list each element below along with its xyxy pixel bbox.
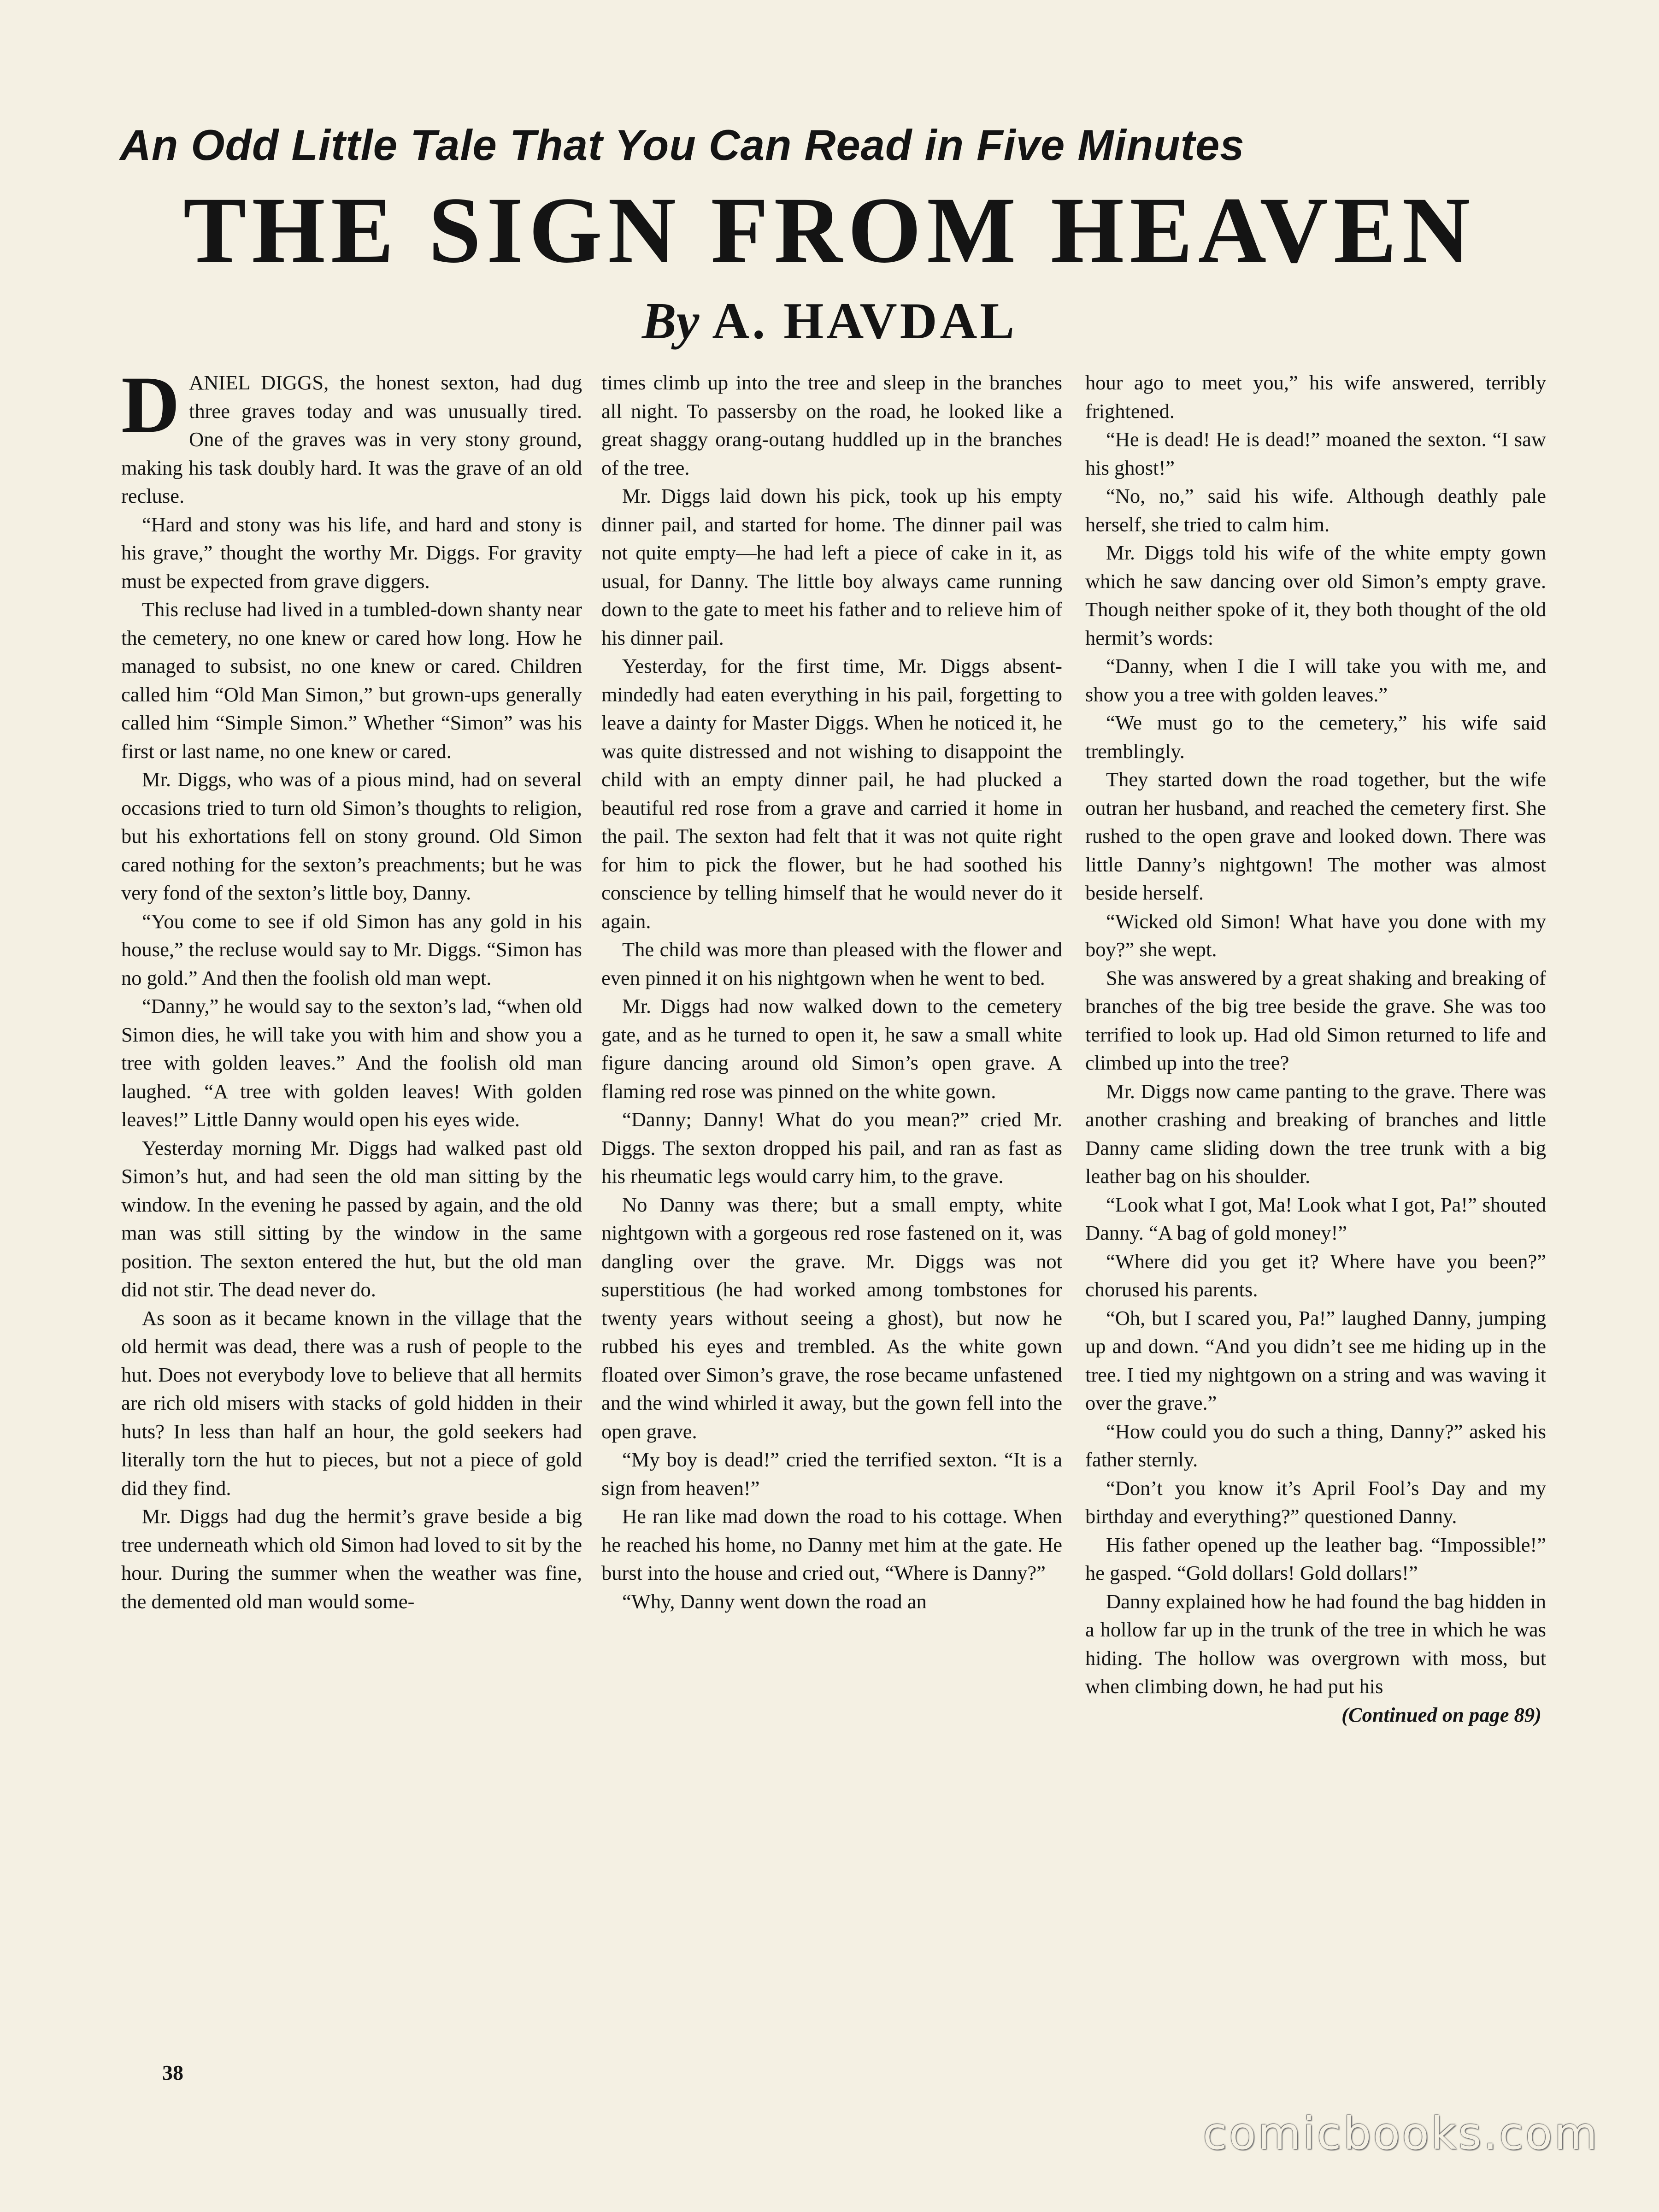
paragraph: “Why, Danny went down the road an (622, 1589, 927, 1613)
continued-note: (Continued on page 89) (1341, 1703, 1541, 1726)
paragraph-text: ANIEL DIGGS, the honest sexton, had dug three graves today and was unusually tired. One of the graves was in very stony ground, making his task doubly hard. It was the grave of an old recluse. (121, 371, 582, 507)
paragraph (121, 369, 582, 511)
text-column-1 (121, 369, 582, 2051)
paragraph: As soon as it became known in the village that the old hermit was dead, there was a rush of people to the hut. Does not everybody love to believe that all hermits are rich old misers with stacks of gold hidden in their huts? In less than half an hour, the gold seekers had literally torn the hut to pieces, but not a piece of gold did they find. (121, 1306, 582, 1500)
paragraph: “You come to see if old Simon has any gold in his house,” the recluse would say to Mr. Diggs. “Simon has no gold.” And then the foolish old man wept. (121, 909, 582, 989)
paragraph: “He is dead! He is dead!” moaned the sexton. “I saw his ghost!” (1085, 428, 1546, 479)
paragraph: “Look what I got, Ma! Look what I got, Pa!” shouted Danny. “A bag of gold money!” (1085, 1193, 1546, 1244)
text-column-2 (601, 369, 1062, 2051)
paragraph: “Danny,” he would say to the sexton’s lad, “when old Simon dies, he will take you with him and show you a tree with golden leaves.” And the foolish old man laughed. “A tree with golden leaves! With golden leaves!” Little Danny would open his eyes wide. (121, 994, 582, 1131)
paragraph: Danny explained how he had found the bag hidden in a hollow far up in the trunk of the tree in which he was hiding. The hollow was overgrown with moss, but when climbing down, he had put his (1085, 1589, 1546, 1698)
paragraph: She was answered by a great shaking and breaking of branches of the big tree beside the grave. She was too terrified to look up. Had old Simon returned to life and climbed up into the tree? (1085, 966, 1546, 1074)
paragraph: This recluse had lived in a tumbled-down shanty near the cemetery, no one knew or cared how long. How he managed to subsist, no one knew or cared. Children called him “Old Man Simon,” but grown-ups generally called him “Simple Simon.” Whether “Simon” was his first or last name, no one knew or cared. (121, 598, 582, 763)
site-watermark: comicbooks.com (1202, 2108, 1599, 2159)
paragraph: Mr. Diggs laid down his pick, took up his empty dinner pail, and started for home. The dinner pail was not quite empty—he had left a piece of cake in it, as usual, for Danny. The little boy always came running down to the gate to meet his father and to relieve him of his dinner pail. (601, 484, 1062, 649)
page-number: 38 (162, 2061, 183, 2084)
paragraph: Mr. Diggs, who was of a pious mind, had on several occasions tried to turn old Simon’s thoughts to religion, but his exhortations fell on stony ground. Old Simon cared nothing for the sexton’s preachments; but he was very fond of the sexton’s little boy, Danny. (121, 768, 582, 904)
paragraph: “Where did you get it? Where have you been?” chorused his parents. (1085, 1249, 1546, 1301)
paragraph: “Don’t you know it’s April Fool’s Day and my birthday and everything?” questioned Danny. (1085, 1476, 1546, 1528)
paragraph: “Danny, when I die I will take you with me, and show you a tree with golden leaves.” (1085, 654, 1546, 706)
paragraph: The child was more than pleased with the flower and even pinned it on his nightgown when he went to bed. (601, 938, 1062, 989)
paragraph: Mr. Diggs told his wife of the white empty gown which he saw dancing over old Simon’s empty grave. Though neither spoke of it, they both thought of the old hermit’s words: (1085, 541, 1546, 649)
paragraph: “No, no,” said his wife. Although deathly pale herself, she tried to calm him. (1085, 484, 1546, 536)
paragraph: “Hard and stony was his life, and hard and stony is his grave,” thought the worthy Mr. Diggs. For gravity must be expected from grave diggers. (121, 512, 582, 593)
paragraph: They started down the road together, but the wife outran her husband, and reached the cemetery first. She rushed to the open grave and looked down. There was little Danny’s nightgown! The mother was almost beside herself. (1085, 768, 1546, 904)
paragraph: times climb up into the tree and sleep in the branches all night. To passersby on the road, he looked like a great shaggy orang-outang huddled up in the branches of the tree. (601, 371, 1062, 479)
paragraph: Mr. Diggs had dug the hermit’s grave beside a big tree underneath which old Simon had loved to sit by the hour. During the summer when the weather was fine, the demented old man would some- (121, 1505, 582, 1613)
paragraph: “How could you do such a thing, Danny?” asked his father sternly. (1085, 1419, 1546, 1471)
paragraph: “Oh, but I scared you, Pa!” laughed Danny, jumping up and down. “And you didn’t see me hiding up in the tree. I tied my nightgown on a string and was waving it over the grave.” (1085, 1306, 1546, 1414)
paragraph: “Danny; Danny! What do you mean?” cried Mr. Diggs. The sexton dropped his pail, and ran as fast as his rheumatic legs would carry him, to the grave. (601, 1108, 1062, 1188)
paragraph: “Wicked old Simon! What have you done with my boy?” she wept. (1085, 909, 1546, 961)
paragraph: His father opened up the leather bag. “Impossible!” he gasped. “Gold dollars! Gold dollars!” (1085, 1533, 1546, 1584)
paragraph: “We must go to the cemetery,” his wife said tremblingly. (1085, 711, 1546, 763)
byline-by: By (641, 293, 700, 350)
paragraph: hour ago to meet you,” his wife answered, terribly frightened. (1085, 371, 1546, 423)
paragraph: Mr. Diggs now came panting to the grave. There was another crashing and breaking of branches and little Danny came sliding down the tree trunk with a big leather bag on his shoulder. (1085, 1079, 1546, 1188)
paragraph: Yesterday, for the first time, Mr. Diggs absent-mindedly had eaten everything in his pail, forgetting to leave a dainty for Master Diggs. When he noticed it, he was quite distressed and not wishing to disappoint the child with an empty dinner pail, he had plucked a beautiful red rose from a grave and carried it home in the pail. The sexton had felt that it was not quite right for him to pick the flower, but he had soothed his conscience by telling himself that he would never do it again. (601, 654, 1062, 933)
paragraph: He ran like mad down the road to his cottage. When he reached his home, no Danny met him at the gate. He burst into the house and cried out, “Where is Danny?” (601, 1505, 1062, 1584)
paragraph: “My boy is dead!” cried the terrified sexton. “It is a sign from heaven!” (601, 1448, 1062, 1500)
text-column-3 (1085, 369, 1546, 2051)
article-kicker: An Odd Little Tale That You Can Read in Five Minutes (120, 121, 1245, 169)
byline-author: A. HAVDAL (712, 293, 1018, 350)
paragraph: Mr. Diggs had now walked down to the cemetery gate, and as he turned to open it, he saw a small white figure dancing around old Simon’s open grave. A flaming red rose was pinned on the white gown. (601, 994, 1062, 1103)
drop-cap: D (121, 369, 180, 450)
article-title: THE SIGN FROM HEAVEN (183, 178, 1476, 282)
paragraph: No Danny was there; but a small empty, white nightgown with a gorgeous red rose fastened on it, was dangling over the grave. Mr. Diggs was not superstitious (he had worked among tombstones for twenty years without seeing a ghost), but now he rubbed his eyes and trembled. As the white gown floated over Simon’s grave, the rose became unfastened and the wind whirled it away, but the gown fell into the open grave. (601, 1193, 1062, 1443)
paragraph: Yesterday morning Mr. Diggs had walked past old Simon’s hut, and had seen the old man sitting by the window. In the evening he passed by again, and the old man was still sitting by the window in the same position. The sexton entered the hut, but the old man did not stir. The dead never do. (121, 1136, 582, 1301)
article-byline (92, 291, 1567, 351)
